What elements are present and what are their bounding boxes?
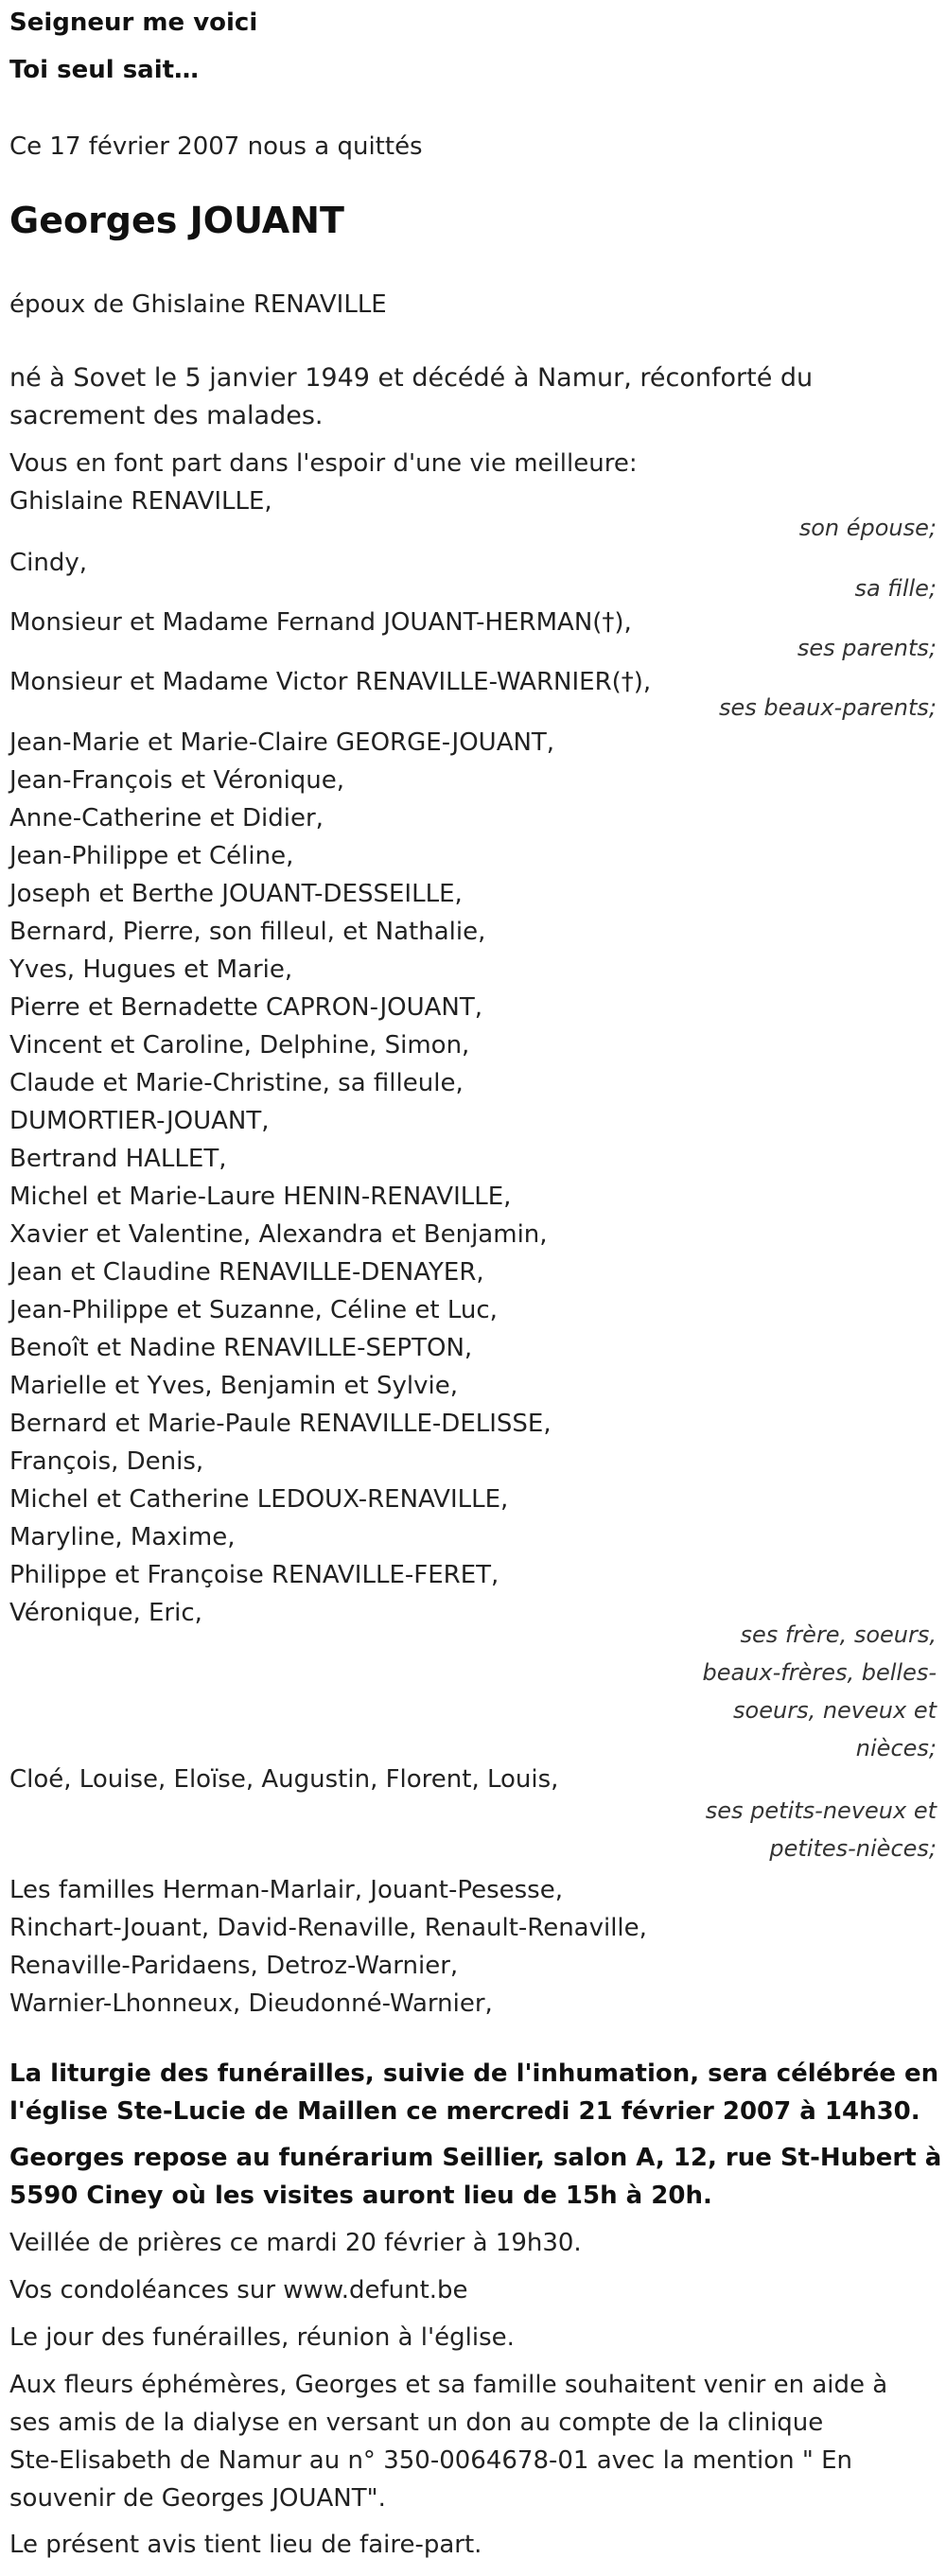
birth-death-line: né à Sovet le 5 janvier 1949 et décédé à Namur, réconforté du [9,363,814,393]
list-item: Bertrand HALLET, [9,1145,227,1173]
list-item: Joseph et Berthe JOUANT-DESSEILLE, [9,880,463,908]
rest-line: 5590 Ciney où les visites auront lieu de 15h à 20h. [9,2182,712,2210]
flowers-line: Aux fleurs éphémères, Georges et sa famille souhaitent venir en aide à [9,2371,888,2399]
role-line: soeurs, neveux et [733,1697,937,1724]
list-item: Anne-Catherine et Didier, [9,804,324,832]
list-item: Maryline, Maxime, [9,1523,236,1551]
rest-line: Georges repose au funérarium Seillier, salon A, 12, rue St-Hubert à [9,2144,942,2172]
list-item: Claude et Marie-Christine, sa filleule, [9,1069,464,1097]
header-line-2: Toi seul sait… [9,56,200,84]
list-item: Jean et Claudine RENAVILLE-DENAYER, [9,1258,484,1287]
liturgy-line: La liturgie des funérailles, suivie de l'inhumation, sera célébrée en [9,2059,939,2088]
list-item: Jean-François et Véronique, [9,766,345,795]
list-item: Michel et Catherine LEDOUX-RENAVILLE, [9,1485,509,1514]
announce-line: Vous en font part dans l'espoir d'une vie meilleure: [9,449,638,478]
deceased-name: Georges JOUANT [9,200,344,241]
role-line: petites-nièces; [769,1835,937,1862]
list-item: Rinchart-Jouant, David-Renaville, Renault-Renaville, [9,1914,647,1942]
meeting-line: Le jour des funérailles, réunion à l'église. [9,2323,515,2352]
flowers-text [9,2366,937,2517]
header-line-1: Seigneur me voici [9,9,258,37]
list-item: Jean-Philippe et Suzanne, Céline et Luc, [9,1296,498,1324]
condolences-line: Vos condoléances sur www.defunt.be [9,2276,468,2304]
vigil-line: Veillée de prières ce mardi 20 février à 19h30. [9,2229,582,2257]
list-item: François, Denis, [9,1447,204,1476]
grand-nephews-role [634,1792,937,1867]
in-laws-role: ses beaux-parents; [719,694,937,721]
list-item: Yves, Hugues et Marie, [9,955,293,984]
list-item: Philippe et Françoise RENAVILLE-FERET, [9,1561,499,1589]
liturgy-text [9,2055,937,2130]
parents-name: Monsieur et Madame Fernand JOUANT-HERMAN(†), [9,608,632,637]
list-item: Marielle et Yves, Benjamin et Sylvie, [9,1372,458,1400]
birth-death-line: sacrement des malades. [9,401,324,430]
daughter-role: sa fille; [854,575,937,602]
list-item: Michel et Marie-Laure HENIN-RENAVILLE, [9,1183,512,1211]
role-line: nièces; [855,1735,937,1761]
role-line: ses frère, soeurs, [740,1621,937,1648]
list-item: Vincent et Caroline, Delphine, Simon, [9,1031,470,1060]
list-item: Warnier-Lhonneux, Dieudonné-Warnier, [9,1989,493,2018]
flowers-line: ses amis de la dialyse en versant un don au compte de la clinique [9,2409,824,2437]
date-line: Ce 17 février 2007 nous a quittés [9,132,423,161]
siblings-role [634,1616,937,1767]
list-item: Les familles Herman-Marlair, Jouant-Pesesse, [9,1876,563,1904]
siblings-list [9,724,937,1632]
list-item: Xavier et Valentine, Alexandra et Benjamin, [9,1220,548,1249]
rest-text [9,2139,942,2215]
parents-role: ses parents; [797,635,937,661]
spouse-name: Ghislaine RENAVILLE, [9,487,272,516]
daughter-name: Cindy, [9,549,88,577]
closing-line: Le présent avis tient lieu de faire-part. [9,2531,482,2559]
role-line: ses petits-neveux et [705,1797,937,1824]
in-laws-name: Monsieur et Madame Victor RENAVILLE-WARNIER(†), [9,668,652,696]
list-item: Bernard et Marie-Paule RENAVILLE-DELISSE, [9,1410,552,1438]
list-item: Pierre et Bernadette CAPRON-JOUANT, [9,993,482,1022]
birth-death-text [9,359,937,435]
list-item: Renaville-Paridaens, Detroz-Warnier, [9,1952,459,1980]
spouse-role: son épouse; [798,515,937,541]
list-item: Véronique, Eric, [9,1599,202,1627]
flowers-line: souvenir de Georges JOUANT". [9,2484,386,2513]
role-line: beaux-frères, belles- [702,1659,937,1686]
list-item: Bernard, Pierre, son filleul, et Nathalie, [9,918,486,946]
grand-nephews-line: Cloé, Louise, Eloïse, Augustin, Florent, Louis, [9,1765,559,1794]
spouse-line: époux de Ghislaine RENAVILLE [9,290,387,319]
list-item: Jean-Marie et Marie-Claire GEORGE-JOUANT, [9,728,555,757]
liturgy-line: l'église Ste-Lucie de Maillen ce mercredi 21 février 2007 à 14h30. [9,2097,920,2126]
list-item: Jean-Philippe et Céline, [9,842,294,870]
flowers-line: Ste-Elisabeth de Namur au n° 350-0064678-01 avec la mention " En [9,2446,853,2475]
families-list [9,1871,937,2023]
list-item: DUMORTIER-JOUANT, [9,1107,270,1135]
list-item: Benoît et Nadine RENAVILLE-SEPTON, [9,1334,473,1362]
